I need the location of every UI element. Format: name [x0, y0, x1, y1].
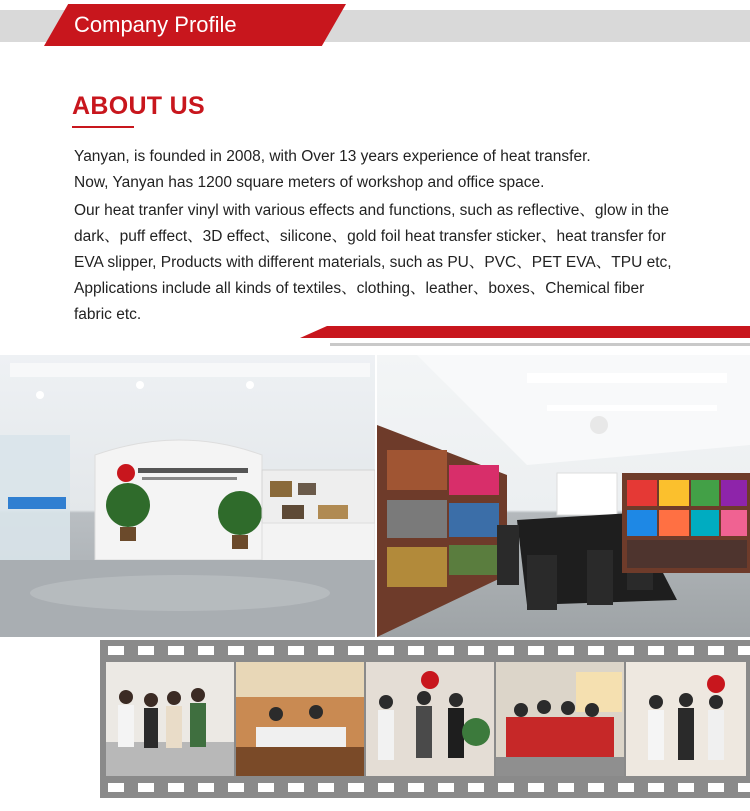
- office-illustration: [377, 355, 750, 637]
- film-hole: [498, 783, 514, 792]
- reception-photo: [0, 355, 375, 637]
- film-hole: [408, 646, 424, 655]
- film-hole: [648, 783, 664, 792]
- office-photo: [377, 355, 750, 637]
- red-divider: [300, 326, 750, 338]
- film-hole: [618, 646, 634, 655]
- film-frame-meeting-photo: [236, 662, 364, 776]
- film-hole: [468, 783, 484, 792]
- film-hole: [438, 783, 454, 792]
- film-hole: [738, 646, 750, 655]
- film-hole: [198, 783, 214, 792]
- film-hole: [108, 646, 124, 655]
- about-paragraph-products: Our heat tranfer vinyl with various effects and functions, such as reflective、glow in the dark、puff effect、3D effect、silicone、gold foil heat transfer sticker、heat transfer for EVA slipper, Products with different materials, such as PU、PVC、PET EVA、TPU etc, Applications include all kinds of textiles、clothing、leather、boxes、Chemical fiber fabric etc.: [74, 202, 672, 323]
- film-hole: [288, 646, 304, 655]
- film-hole: [588, 646, 604, 655]
- about-heading: ABOUT US: [72, 92, 205, 120]
- film-frame-group-photo: [496, 662, 624, 776]
- film-hole: [408, 783, 424, 792]
- film-hole: [528, 646, 544, 655]
- film-hole: [318, 646, 334, 655]
- heading-underline: [72, 126, 134, 128]
- about-paragraph-workshop: Now, Yanyan has 1200 square meters of workshop and office space.: [74, 174, 545, 191]
- film-strip: [100, 640, 750, 798]
- film-hole: [228, 783, 244, 792]
- film-hole: [498, 646, 514, 655]
- film-hole: [558, 646, 574, 655]
- film-hole: [438, 646, 454, 655]
- film-hole: [468, 646, 484, 655]
- film-hole: [348, 646, 364, 655]
- film-hole: [708, 646, 724, 655]
- page-title: Company Profile: [74, 12, 237, 37]
- film-hole: [168, 646, 184, 655]
- gray-divider: [330, 343, 750, 346]
- film-hole: [258, 646, 274, 655]
- film-hole: [138, 783, 154, 792]
- film-frame-team-photo: [106, 662, 234, 776]
- film-hole: [288, 783, 304, 792]
- about-paragraph-founded: Yanyan, is founded in 2008, with Over 13 years experience of heat transfer.: [74, 148, 591, 165]
- film-hole: [378, 783, 394, 792]
- film-frame-visitors-photo: [366, 662, 494, 776]
- film-hole: [228, 646, 244, 655]
- film-hole: [648, 646, 664, 655]
- film-hole: [528, 783, 544, 792]
- reception-illustration: [0, 355, 375, 637]
- film-hole: [678, 646, 694, 655]
- film-hole: [348, 783, 364, 792]
- film-hole: [678, 783, 694, 792]
- film-hole: [108, 783, 124, 792]
- film-hole: [318, 783, 334, 792]
- film-hole: [258, 783, 274, 792]
- film-hole: [378, 646, 394, 655]
- film-hole: [708, 783, 724, 792]
- film-hole: [138, 646, 154, 655]
- film-hole: [618, 783, 634, 792]
- film-hole: [738, 783, 750, 792]
- film-hole: [168, 783, 184, 792]
- film-frame-partners-photo: [626, 662, 746, 776]
- film-hole: [588, 783, 604, 792]
- film-hole: [558, 783, 574, 792]
- film-hole: [198, 646, 214, 655]
